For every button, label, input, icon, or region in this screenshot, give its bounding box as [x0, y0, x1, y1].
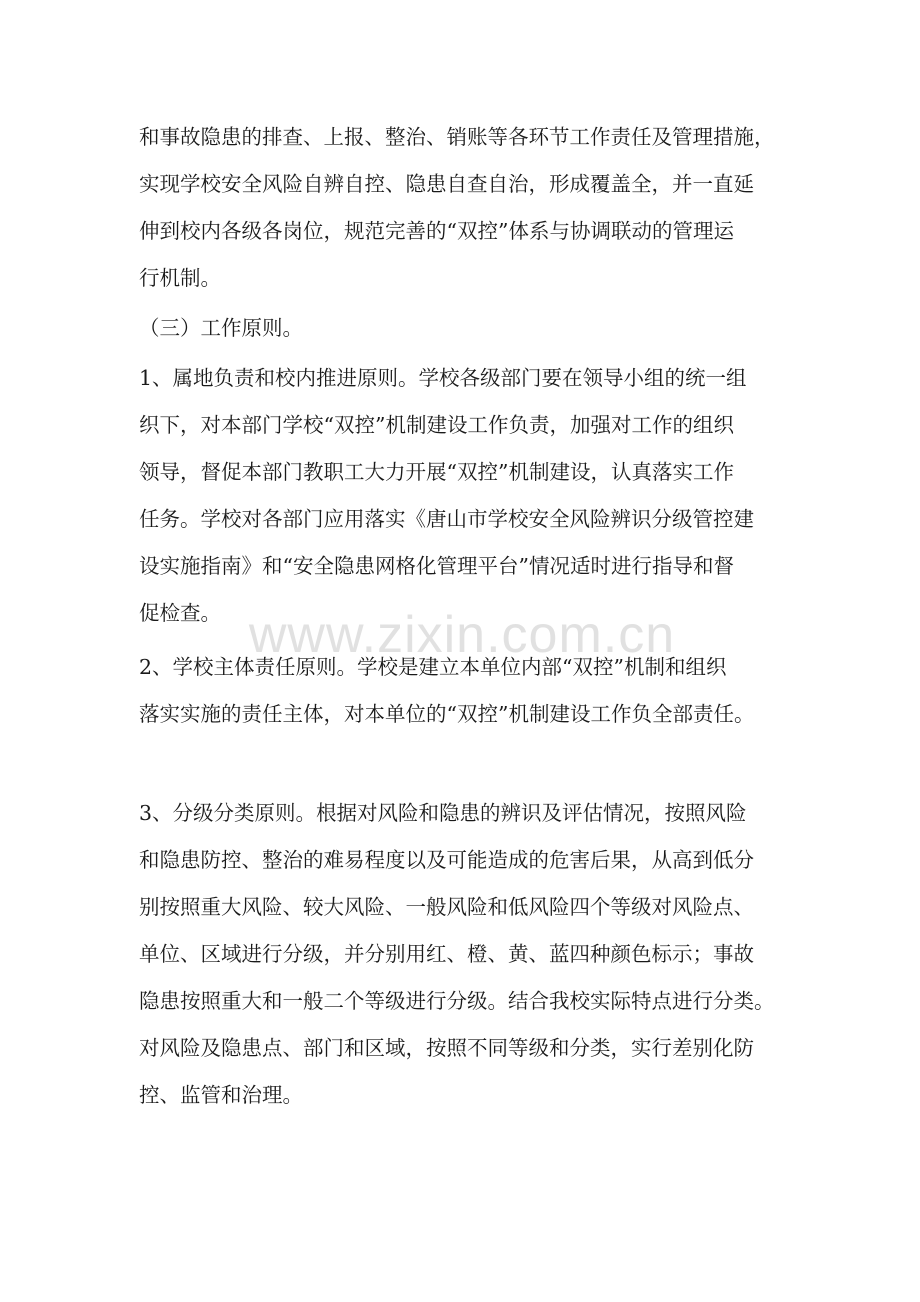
text-line: 促检查。: [139, 601, 221, 625]
text-line: 设实施指南》和“安全隐患网格化管理平台”情况适时进行指导和督: [139, 554, 734, 578]
text-line: 和隐患防控、整治的难易程度以及可能造成的危害后果，从高到低分: [139, 848, 754, 872]
text-line: 和事故隐患的排查、上报、整治、销账等各环节工作责任及管理措施，: [139, 125, 775, 149]
text-line: 伸到校内各级各岗位，规范完善的“双控”体系与协调联动的管理运: [139, 219, 734, 243]
text-line: 2、学校主体责任原则。学校是建立本单位内部“双控”机制和组织: [139, 655, 727, 679]
text-line: 领导，督促本部门教职工大力开展“双控”机制建设，认真落实工作: [139, 460, 734, 484]
section-heading: （三）工作原则。: [139, 316, 303, 340]
text-line: 别按照重大风险、较大风险、一般风险和低风险四个等级对风险点、: [139, 895, 754, 919]
text-line: 行机制。: [139, 266, 221, 290]
text-line: 控、监管和治理。: [139, 1083, 303, 1107]
text-line: 隐患按照重大和一般二个等级进行分级。结合我校实际特点进行分类。: [139, 989, 775, 1013]
text-line: 1、属地负责和校内推进原则。学校各级部门要在领导小组的统一组: [139, 366, 747, 390]
text-line: 实现学校安全风险自辨自控、隐患自查自治，形成覆盖全，并一直延: [139, 172, 754, 196]
text-line: 织下，对本部门学校“双控”机制建设工作负责，加强对工作的组织: [139, 413, 734, 437]
text-line: 单位、区域进行分级，并分别用红、橙、黄、蓝四种颜色标示；事故: [139, 942, 754, 966]
watermark: www.zixin.com.cn: [248, 606, 676, 664]
text-line: 3、分级分类原则。根据对风险和隐患的辨识及评估情况，按照风险: [139, 801, 747, 825]
text-line: 任务。学校对各部门应用落实《唐山市学校安全风险辨识分级管控建: [139, 507, 754, 531]
text-line: 对风险及隐患点、部门和区域，按照不同等级和分类，实行差别化防: [139, 1036, 754, 1060]
text-line: 落实实施的责任主体，对本单位的“双控”机制建设工作负全部责任。: [139, 702, 755, 726]
